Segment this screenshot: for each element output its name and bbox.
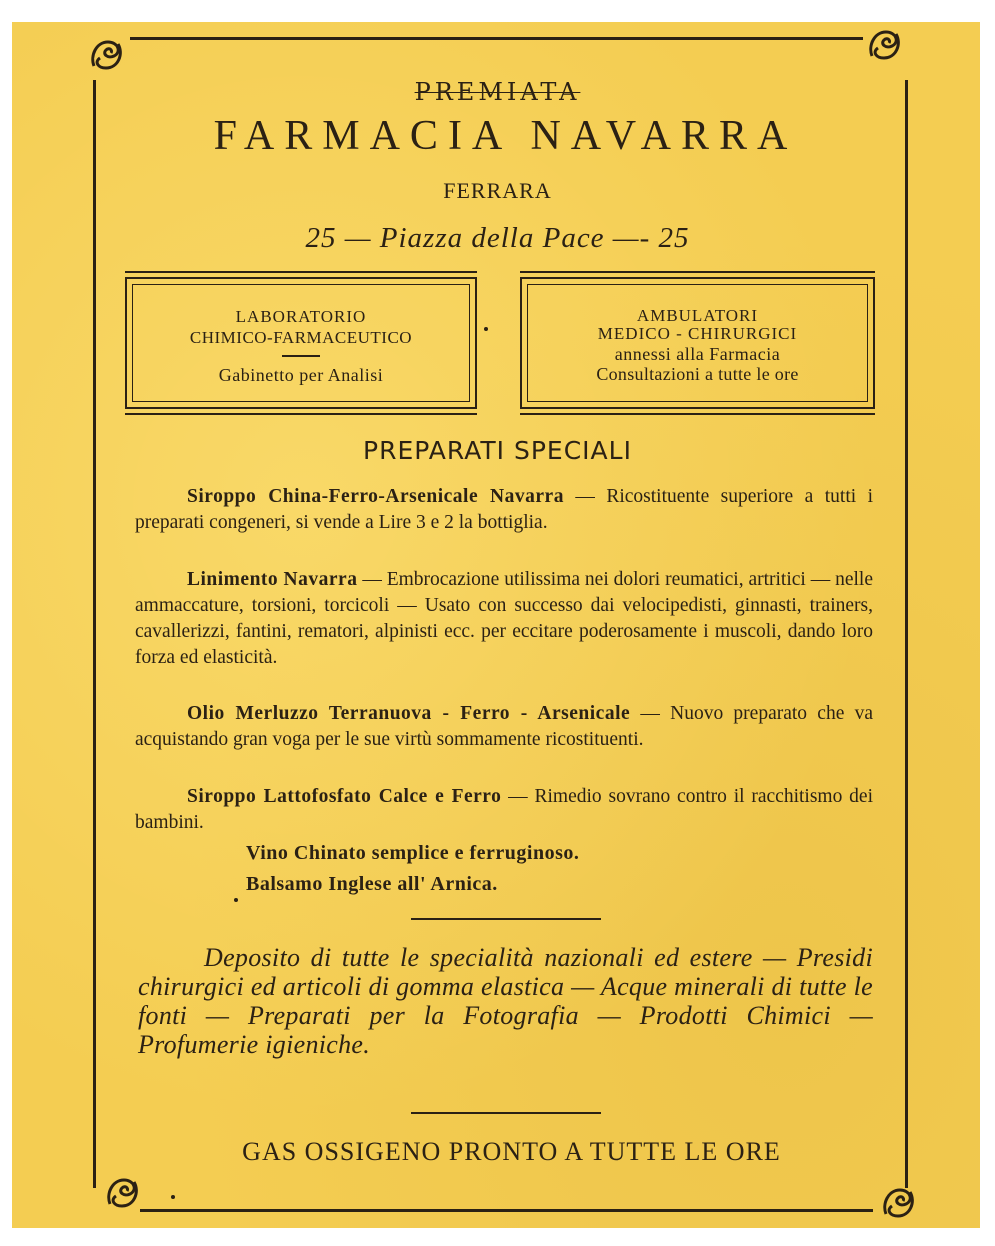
product-name: Linimento Navarra (187, 569, 358, 590)
box-left-top-rule (125, 271, 477, 273)
stray-dot (234, 898, 238, 902)
product-paragraph (135, 484, 873, 536)
product-name: Siroppo Lattofosfato Calce e Ferro (187, 786, 502, 807)
ambulatori-note-2: Consultazioni a tutte le ore (596, 364, 799, 384)
ambulatori-box (520, 277, 875, 409)
box-right-top-rule (520, 271, 875, 273)
product-paragraph (135, 567, 873, 671)
box-left-bottom-rule (125, 413, 477, 415)
scroll-ornament-icon (104, 1174, 142, 1212)
laboratorio-subtitle: CHIMICO-FARMACEUTICO (189, 328, 413, 347)
laboratorio-box (125, 277, 477, 409)
frame-bottom-line (140, 1209, 873, 1212)
laboratorio-note: Gabinetto per Analisi (218, 365, 384, 385)
address-line: 25 — Piazza della Pace —- 25 (305, 222, 690, 254)
deposito-text: Deposito di tutte le specialità nazionali ed estere — Presidi chirurgici ed articoli di gomma elastica — Acque minerali di tutte le fonti — Preparati per la Fotografia — Prodotti Chimici — Profumerie igieniche. (138, 943, 873, 1059)
scroll-ornament-icon (88, 36, 126, 74)
product-paragraph (135, 784, 873, 836)
laboratorio-divider (282, 355, 320, 357)
product-name: Siroppo China-Ferro-Arsenicale Navarra (187, 486, 564, 507)
product-description: — Ricostituente superiore a tutti i preparati congeneri, si vende a Lire 3 e 2 la bottiglia. (135, 486, 874, 533)
product-single-line: Vino Chinato semplice e ferruginoso. (246, 842, 580, 864)
premiata-label: PREMIATA (414, 78, 581, 106)
product-name: Olio Merluzzo Terranuova - Ferro - Arsenicale (187, 703, 631, 724)
product-description: — Nuovo preparato che va acquistando gran voga per le sue virtù sommamente ricostituenti. (135, 703, 873, 750)
product-description: — Rimedio sovrano contro il racchitismo dei bambini. (135, 786, 873, 833)
product-single-line: Balsamo Inglese all' Arnica. (246, 873, 498, 895)
footer-divider (411, 1112, 601, 1114)
footer-notice: GAS OSSIGENO PRONTO A TUTTE LE ORE (242, 1137, 781, 1166)
ambulatori-title: AMBULATORI (636, 306, 759, 325)
box-right-bottom-rule (520, 413, 875, 415)
deposito-paragraph (138, 943, 873, 1059)
section-title: PREPARATI SPECIALI (363, 436, 632, 465)
box-separator-dot (484, 327, 488, 331)
scroll-ornament-icon (866, 26, 904, 64)
ambulatori-subtitle: MEDICO - CHIRURGICI (597, 324, 798, 343)
product-paragraph (135, 701, 873, 753)
scroll-ornament-icon (880, 1184, 918, 1222)
ambulatori-note-1: annessi alla Farmacia (614, 344, 781, 364)
laboratorio-title: LABORATORIO (235, 307, 367, 326)
pharmacy-title: FARMACIA NAVARRA (213, 113, 798, 159)
product-description: — Embrocazione utilissima nei dolori reumatici, artritici — nelle ammaccature, torsioni, torcicoli — Usato con successo dai velocipedisti, ginnasti, trainers, cavallerizzi, fantini, rematori, alpinisti ecc. per eccitare poderosamente i muscoli, dando loro forza ed elasticità. (135, 569, 873, 668)
frame-top-line (130, 37, 863, 40)
section-divider (411, 918, 601, 920)
city-label: FERRARA (443, 178, 552, 203)
stray-dot (171, 1195, 175, 1199)
